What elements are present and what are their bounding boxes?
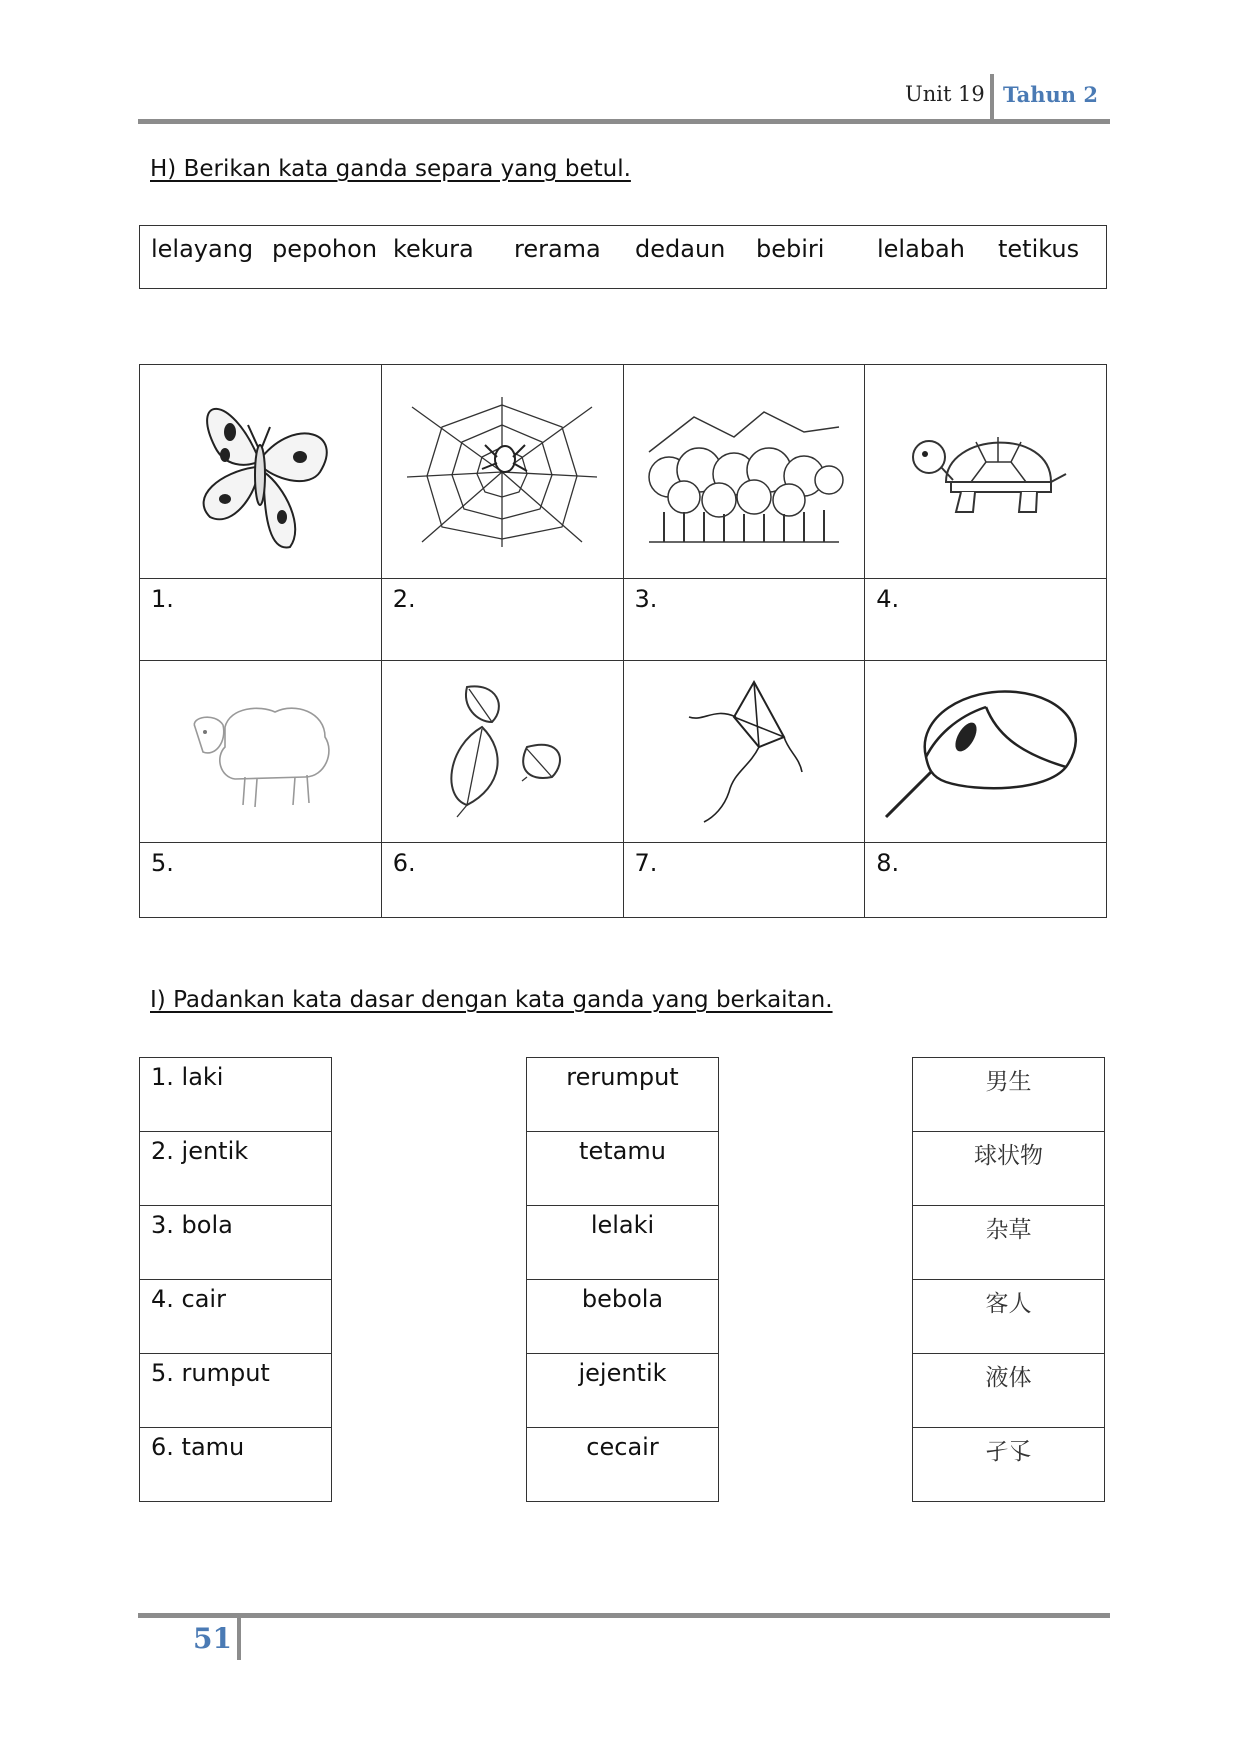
picture-cell	[623, 661, 865, 843]
word-bank-item: rerama	[514, 235, 601, 263]
picture-cell	[140, 661, 382, 843]
picture-cell	[865, 661, 1107, 843]
picture-cell	[865, 365, 1107, 579]
base-word[interactable]: 3. bola	[140, 1206, 332, 1280]
chinese-meaning[interactable]: 杂草	[913, 1206, 1105, 1280]
unit-label: Unit 19	[905, 82, 985, 106]
reduplicated-word[interactable]: jejentik	[527, 1354, 719, 1428]
answer-cell-5[interactable]: 5.	[140, 843, 382, 918]
reduplicated-word[interactable]: lelaki	[527, 1206, 719, 1280]
base-word[interactable]: 4. cair	[140, 1280, 332, 1354]
kite-icon	[674, 677, 814, 827]
year-label: Tahun 2	[1003, 82, 1098, 107]
word-bank-item: dedaun	[635, 235, 726, 263]
answer-cell-6[interactable]: 6.	[381, 843, 623, 918]
base-words-column	[139, 1057, 332, 1502]
word-bank-item: pepohon	[272, 235, 378, 263]
answer-cell-4[interactable]: 4.	[865, 579, 1107, 661]
picture-grid	[139, 364, 1107, 918]
butterfly-icon	[170, 387, 350, 557]
answer-cell-1[interactable]: 1.	[140, 579, 382, 661]
leaves-icon	[427, 677, 577, 827]
word-bank	[139, 225, 1107, 289]
footer-rule	[138, 1613, 1110, 1618]
footer-separator	[237, 1613, 241, 1660]
header-rule	[138, 119, 1110, 124]
answer-cell-7[interactable]: 7.	[623, 843, 865, 918]
page-number: 51	[193, 1622, 232, 1655]
header-separator	[990, 74, 994, 122]
answer-cell-2[interactable]: 2.	[381, 579, 623, 661]
base-word[interactable]: 6. tamu	[140, 1428, 332, 1502]
chinese-meaning[interactable]: 男生	[913, 1058, 1105, 1132]
chinese-meaning[interactable]: 孑孓	[913, 1428, 1105, 1502]
reduplicated-word[interactable]: tetamu	[527, 1132, 719, 1206]
chinese-meaning[interactable]: 客人	[913, 1280, 1105, 1354]
tortoise-icon	[901, 412, 1071, 532]
word-bank-item: bebiri	[756, 235, 825, 263]
section-i-title: I) Padankan kata dasar dengan kata ganda yang berkaitan.	[150, 987, 833, 1013]
answer-cell-8[interactable]: 8.	[865, 843, 1107, 918]
word-bank-item: lelabah	[877, 235, 965, 263]
section-h-title: H) Berikan kata ganda separa yang betul.	[150, 156, 631, 182]
base-word[interactable]: 5. rumput	[140, 1354, 332, 1428]
word-bank-item: kekura	[393, 235, 474, 263]
picture-cell	[140, 365, 382, 579]
picture-cell	[381, 365, 623, 579]
chinese-meaning[interactable]: 液体	[913, 1354, 1105, 1428]
picture-cell	[381, 661, 623, 843]
reduplicated-word[interactable]: rerumput	[527, 1058, 719, 1132]
word-bank-item: tetikus	[998, 235, 1080, 263]
reduplicated-word[interactable]: bebola	[527, 1280, 719, 1354]
spider-web-icon	[407, 397, 597, 547]
chinese-meanings-column	[912, 1057, 1105, 1502]
base-word[interactable]: 2. jentik	[140, 1132, 332, 1206]
chinese-meaning[interactable]: 球状物	[913, 1132, 1105, 1206]
sheep-icon	[175, 687, 345, 817]
base-word[interactable]: 1. laki	[140, 1058, 332, 1132]
trees-icon	[644, 392, 844, 552]
reduplicated-words-column	[526, 1057, 719, 1502]
word-bank-item: lelayang	[151, 235, 254, 263]
reduplicated-word[interactable]: cecair	[527, 1428, 719, 1502]
picture-cell	[623, 365, 865, 579]
computer-mouse-icon	[876, 677, 1096, 827]
answer-cell-3[interactable]: 3.	[623, 579, 865, 661]
